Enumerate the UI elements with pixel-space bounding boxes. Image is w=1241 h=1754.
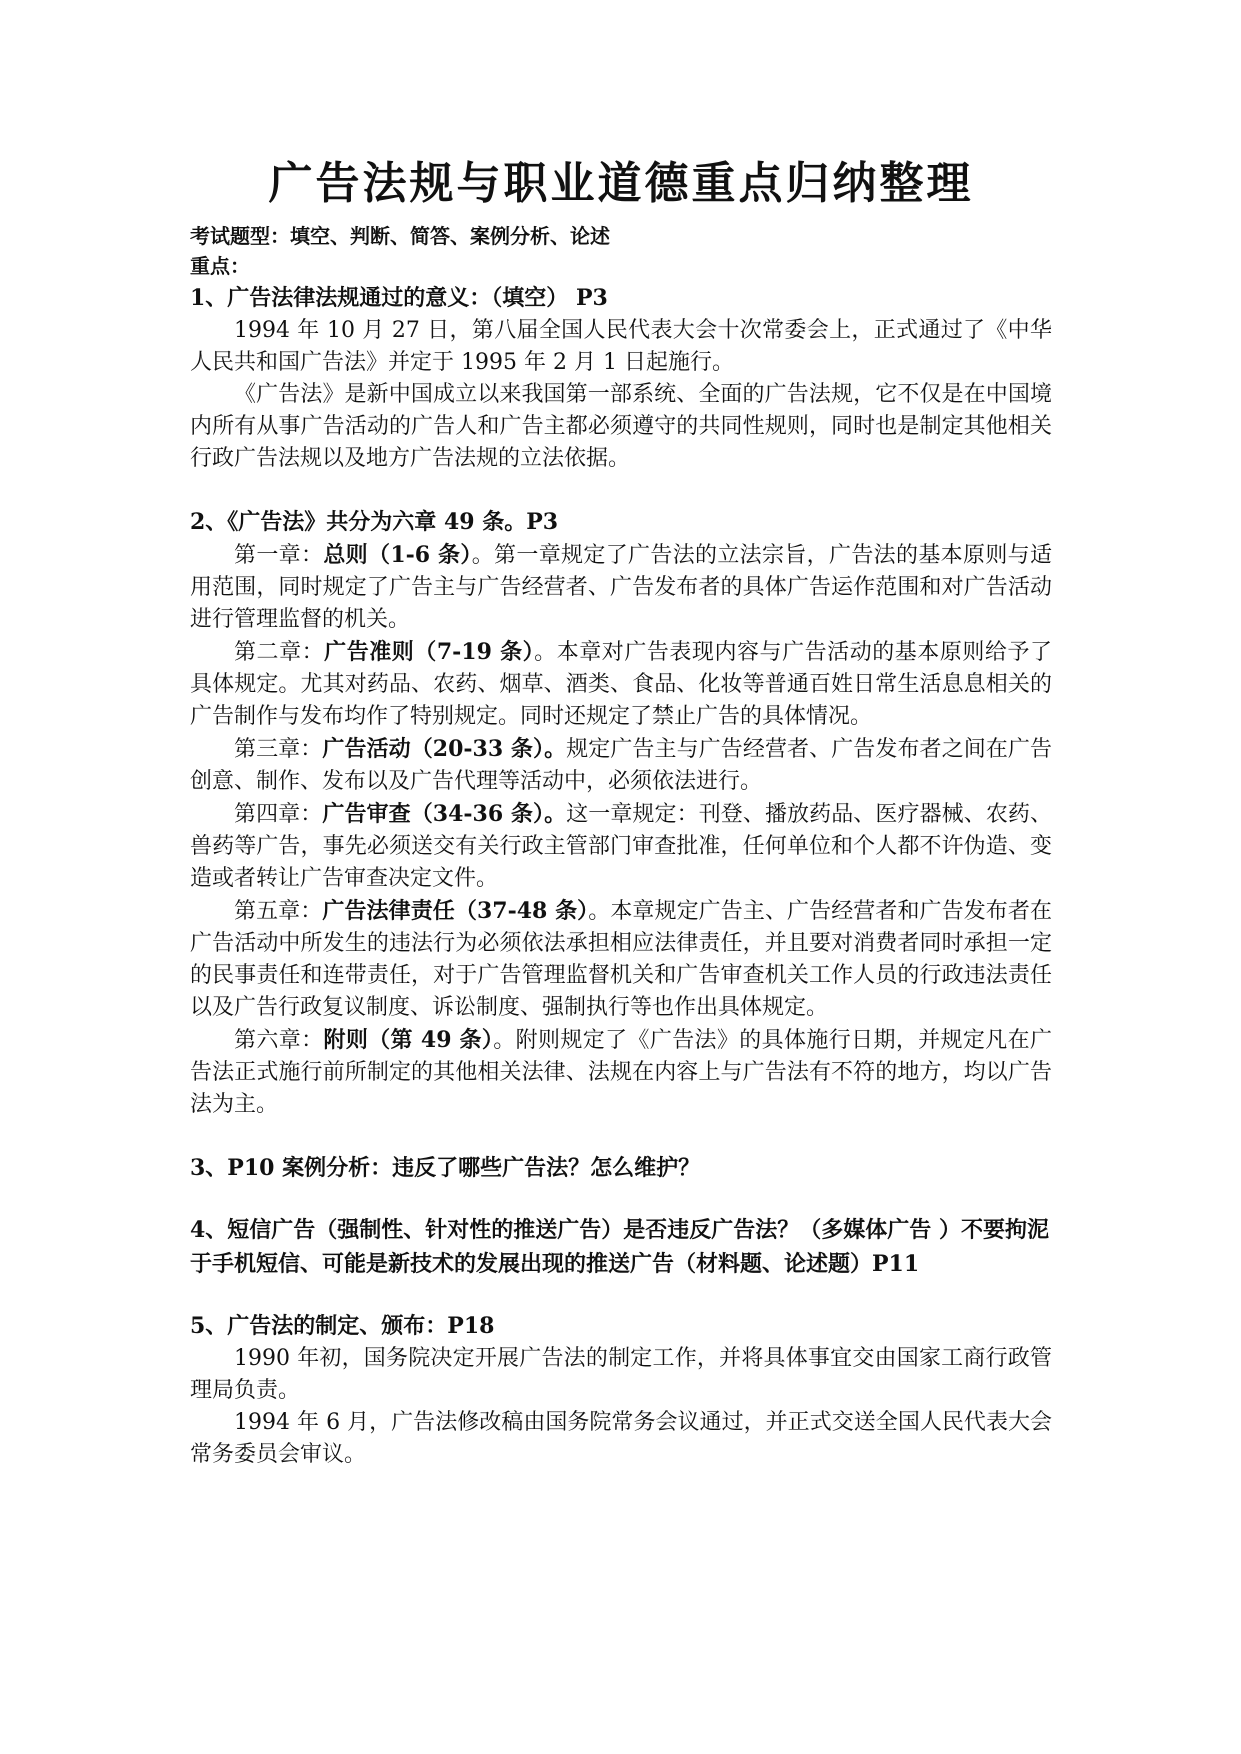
section-5-paragraph-1: 1990 年初，国务院决定开展广告法的制定工作，并将具体事宜交由国家工商行政管理局负责。 (190, 1346, 1052, 1403)
section-1-paragraph-1: 1994 年 10 月 27 日，第八届全国人民代表大会十次常委会上，正式通过了《中华人民共和国广告法》并定于 1995 年 2 月 1 日起施行。 (190, 318, 1052, 375)
chapter-3-title: 广告活动（20-33 条）。 (322, 736, 567, 762)
section-2-heading: 2、《广告法》共分为六章 49 条。P3 (190, 509, 559, 535)
chapter-2-prefix: 第二章： (234, 640, 325, 665)
chapter-6-text: 。附则规定了《广告法》的具体施行日期，并规定凡在广告法正式施行前所制定的其他相关法律、法规在内容上与广告法有不符的地方，均以广告法为主。 (190, 1028, 1052, 1117)
chapter-5-paragraph (190, 895, 1052, 1024)
chapter-4-paragraph (190, 798, 1052, 895)
chapter-5-prefix: 第五章： (234, 899, 323, 924)
section-4-heading: 4、短信广告（强制性、针对性的推送广告）是否违反广告法？（多媒体广告 ）不要拘泥于手机短信、可能是新技术的发展出现的推送广告（材料题、论述题）P11 (190, 1217, 1049, 1277)
chapter-3-paragraph (190, 733, 1052, 798)
chapter-4-text: 这一章规定：刊登、播放药品、医疗器械、农药、兽药等广告，事先必须送交有关行政主管部门审查批准，任何单位和个人都不许伪造、变造或者转让广告审查决定文件。 (190, 802, 1052, 891)
chapter-6-prefix: 第六章： (234, 1028, 324, 1053)
chapter-5-text: 。本章规定广告主、广告经营者和广告发布者在广告活动中所发生的违法行为必须依法承担相应法律责任，并且要对消费者同时承担一定的民事责任和连带责任，对于广告管理监督机关和广告审查机关工作人员的行政违法责任以及广告行政复议制度、诉讼制度、强制执行等也作出具体规定。 (190, 899, 1052, 1020)
section-3-heading: 3、P10 案例分析：违反了哪些广告法？怎么维护？ (190, 1155, 701, 1181)
chapter-1-prefix: 第一章： (234, 543, 324, 568)
chapter-3-text: 规定广告主与广告经营者、广告发布者之间在广告创意、制作、发布以及广告代理等活动中，必须依法进行。 (190, 737, 1052, 794)
chapter-1-title: 总则（1-6 条） (323, 542, 472, 568)
chapter-4-prefix: 第四章： (234, 802, 323, 827)
chapter-2-title: 广告准则（7-19 条） (324, 639, 535, 665)
key-points-label: 重点： (190, 254, 250, 278)
section-5-heading: 5、广告法的制定、颁布：P18 (190, 1313, 495, 1339)
document-title: 广告法规与职业道德重点归纳整理 (268, 158, 974, 209)
chapter-3-prefix: 第三章： (234, 737, 323, 762)
section-1-heading: 1、广告法律法规通过的意义：（填空） P3 (190, 285, 608, 311)
chapter-1-text: 。第一章规定了广告法的立法宗旨，广告法的基本原则与适用范围，同时规定了广告主与广告经营者、广告发布者的具体广告运作范围和对广告活动进行管理监督的机关。 (190, 543, 1052, 632)
chapter-2-text: 。本章对广告表现内容与广告活动的基本原则给予了具体规定。尤其对药品、农药、烟草、酒类、食品、化妆等普通百姓日常生活息息相关的广告制作与发布均作了特别规定。同时还规定了禁止广告的具体情况。 (190, 640, 1052, 729)
section-1-paragraph-2: 《广告法》是新中国成立以来我国第一部系统、全面的广告法规，它不仅是在中国境内所有从事广告活动的广告人和广告主都必须遵守的共同性规则，同时也是制定其他相关行政广告法规以及地方广告法规的立法依据。 (190, 382, 1052, 471)
chapter-6-paragraph (190, 1024, 1052, 1121)
chapter-1-paragraph (190, 539, 1052, 636)
section-5-paragraph-2: 1994 年 6 月，广告法修改稿由国务院常务会议通过，并正式交送全国人民代表大会常务委员会审议。 (190, 1410, 1052, 1467)
chapter-4-title: 广告审查（34-36 条）。 (322, 801, 567, 827)
chapter-2-paragraph (190, 636, 1052, 733)
exam-types: 考试题型：填空、判断、简答、案例分析、论述 (190, 224, 610, 248)
document-page (190, 155, 1052, 1471)
chapter-6-title: 附则（第 49 条） (323, 1027, 494, 1053)
chapter-5-title: 广告法律责任（37-48 条） (322, 898, 589, 924)
